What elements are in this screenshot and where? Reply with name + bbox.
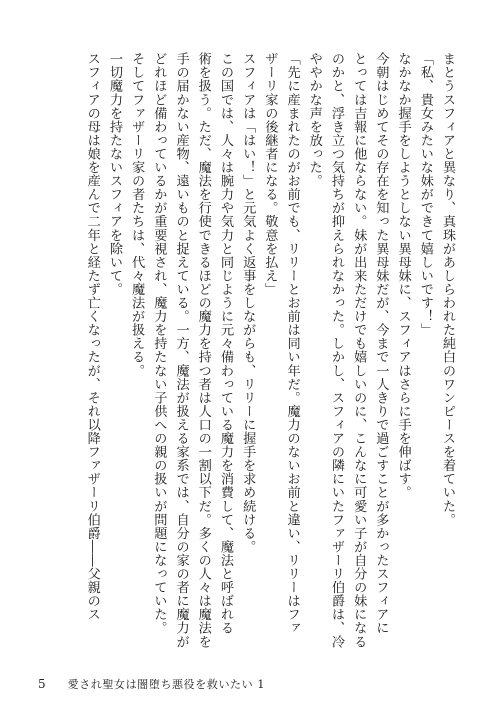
text-line-16: 一切魔力を持たないスフィアを除いて。	[106, 52, 122, 296]
page-footer	[38, 676, 265, 692]
text-line-5: とっては吉報に他ならない。妹が出来ただけでも嬉しいのに、こんなに可愛い子が自分の妹になる	[351, 52, 367, 649]
text-line-9: ザーリ家の後継者になる。敬意を払え」	[262, 52, 278, 296]
text-line-15: そしてファザーリ家の者たちは、代々魔法が扱える。	[129, 52, 145, 378]
vertical-body-text	[48, 52, 458, 650]
text-line-11: この国では、人々は腕力や気力と同じように元々備わっている魔力を消費して、魔法と呼ばれる	[217, 52, 233, 635]
text-line-4: 今朝はじめてその存在を知った異母妹だが、今まで一人きりで過ごすことが多かったスフィアに	[373, 52, 389, 635]
text-line-17: スフィアの母は娘を産んで二年と経たず亡くなったが、それ以降ファザーリ伯爵――父親のス	[84, 52, 100, 622]
text-line-12: 術を扱う。ただ、魔法を行使できるほどの魔力を持つ者は人口の一割以下だ。多くの人々は魔法を	[195, 52, 211, 649]
text-line-1: まとうスフィアと異なり、真珠があしらわれた純白のワンピースを着ていた。	[440, 52, 455, 527]
text-line-2: 「私、貴女みたいな妹ができて嬉しいです！」	[417, 52, 433, 337]
text-line-7: ややかな声を放った。	[306, 52, 322, 188]
text-line-10: スフィアは「はい！」と元気よく返事をしながらも、リリーに握手を求め続ける。	[240, 52, 256, 554]
text-line-13: 手の届かない産物、遠いものと捉えている。一方、魔法が扱える家系では、自分の家の者に魔力が	[173, 52, 189, 649]
text-line-14: どれほど備わっているかが重要視され、魔力を持たない子供への親の扱いが問題になっていた。	[151, 52, 167, 635]
page-number: 5	[38, 677, 46, 691]
text-line-6: のかと、浮き立つ気持ちが抑えられなかった。しかし、スフィアの隣にいたファザーリ伯爵は、冷	[328, 52, 344, 649]
running-title: 愛され聖女は闇堕ち悪役を救いたい 1	[67, 678, 265, 691]
text-line-3: なかなか握手をしようとしない異母妹に、スフィアはさらに手を伸ばす。	[395, 52, 411, 500]
text-line-8: 「先に産まれたのがお前でも、リリーとお前は同い年だ。魔力のないお前と違い、リリーはファ	[284, 52, 300, 635]
